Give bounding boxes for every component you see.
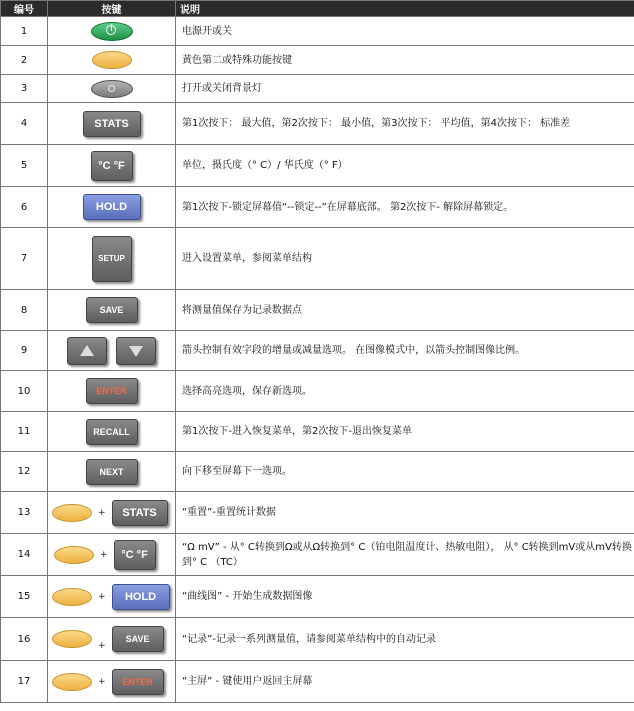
hold-key[interactable]: HOLD	[83, 194, 141, 220]
row-desc: 将测量值保存为记录数据点	[176, 290, 634, 331]
down-arrow-key[interactable]	[116, 337, 156, 365]
header-desc: 说明	[176, 1, 634, 17]
up-arrow-icon	[80, 345, 94, 356]
row-num: 3	[1, 75, 48, 103]
table-row	[1, 145, 634, 187]
row-num: 12	[1, 452, 48, 492]
stats-key[interactable]: STATS	[83, 111, 141, 137]
row-desc: 第1次按下-进入恢复菜单，第2次按下-退出恢复菜单	[176, 412, 634, 452]
celsius-fahrenheit-key[interactable]: °C °F	[114, 540, 156, 570]
row-num: 11	[1, 412, 48, 452]
table-row	[1, 492, 634, 534]
next-key[interactable]: NEXT	[86, 459, 138, 485]
header-key: 按键	[48, 1, 176, 17]
plus-sign: +	[98, 641, 106, 651]
row-num: 6	[1, 187, 48, 228]
row-num: 17	[1, 661, 48, 703]
row-desc: “记录”-记录一系列测量值，请参阅菜单结构中的自动记录	[176, 618, 634, 661]
table-row	[1, 187, 634, 228]
yellow-function-key[interactable]	[54, 546, 94, 564]
save-key[interactable]: SAVE	[86, 297, 138, 323]
table-row	[1, 534, 634, 576]
row-num: 1	[1, 17, 48, 46]
row-desc: “重置”-重置统计数据	[176, 492, 634, 534]
row-desc: “主屏” - 键使用户返回主屏幕	[176, 661, 634, 703]
recall-key[interactable]: RECALL	[86, 419, 138, 445]
up-arrow-key[interactable]	[67, 337, 107, 365]
table-row	[1, 618, 634, 661]
plus-sign: +	[100, 549, 108, 560]
down-arrow-icon	[129, 346, 143, 357]
enter-key[interactable]: ENTER	[86, 378, 138, 404]
celsius-fahrenheit-key[interactable]: °C °F	[91, 151, 133, 181]
table-row	[1, 17, 634, 46]
table-row	[1, 576, 634, 618]
header-num: 编号	[1, 1, 48, 17]
table-row	[1, 412, 634, 452]
table-row	[1, 661, 634, 703]
row-num: 7	[1, 228, 48, 290]
row-num: 8	[1, 290, 48, 331]
row-desc: 第1次按下： 最大值，第2次按下： 最小值，第3次按下： 平均值，第4次按下： 标准差	[176, 103, 634, 145]
row-num: 4	[1, 103, 48, 145]
table-row	[1, 75, 634, 103]
row-num: 2	[1, 46, 48, 75]
stats-key[interactable]: STATS	[112, 500, 168, 526]
row-num: 5	[1, 145, 48, 187]
table-row	[1, 103, 634, 145]
yellow-function-key[interactable]	[52, 504, 92, 522]
plus-sign: +	[98, 591, 106, 602]
yellow-function-key[interactable]	[92, 51, 132, 69]
row-desc: 选择高亮选项，保存新选项。	[176, 371, 634, 412]
table-row	[1, 371, 634, 412]
header-row	[1, 1, 634, 17]
row-desc: “曲线图” - 开始生成数据图像	[176, 576, 634, 618]
row-num: 13	[1, 492, 48, 534]
table-row	[1, 46, 634, 75]
power-icon-line	[111, 24, 113, 31]
row-desc: 进入设置菜单，参阅菜单结构	[176, 228, 634, 290]
row-desc: “Ω mV” - 从° C转换到Ω或从Ω转换到° C（铂电阻温度计、热敏电阻）， 从° C转换到mV或从mV转换到° C （TC）	[176, 534, 634, 576]
row-desc: 箭头控制有效字段的增量或减量选项。 在图像模式中，以箭头控制图像比例。	[176, 331, 634, 371]
power-key[interactable]	[91, 22, 133, 41]
table-row	[1, 228, 634, 290]
backlight-key[interactable]	[91, 80, 133, 98]
backlight-icon	[108, 85, 115, 92]
row-num: 9	[1, 331, 48, 371]
yellow-function-key[interactable]	[52, 673, 92, 691]
enter-key[interactable]: ENTER	[112, 669, 164, 695]
table-row	[1, 290, 634, 331]
setup-key[interactable]: SETUP	[92, 236, 132, 282]
table-row	[1, 452, 634, 492]
save-key[interactable]: SAVE	[112, 626, 164, 652]
row-desc: 向下移至屏幕下一选项。	[176, 452, 634, 492]
plus-sign: +	[98, 507, 106, 518]
row-desc: 黄色第二或特殊功能按键	[176, 46, 634, 75]
row-desc: 电源开或关	[176, 17, 634, 46]
row-desc: 第1次按下-锁定屏幕值“--锁定--”在屏幕底部。 第2次按下- 解除屏幕锁定。	[176, 187, 634, 228]
yellow-function-key[interactable]	[52, 630, 92, 648]
row-num: 15	[1, 576, 48, 618]
yellow-function-key[interactable]	[52, 588, 92, 606]
row-desc: 打开或关闭背景灯	[176, 75, 634, 103]
plus-sign: +	[98, 676, 106, 687]
row-desc: 单位，摄氏度（° C）/ 华氏度（° F）	[176, 145, 634, 187]
row-num: 16	[1, 618, 48, 661]
row-num: 14	[1, 534, 48, 576]
table-row	[1, 331, 634, 371]
row-num: 10	[1, 371, 48, 412]
hold-key[interactable]: HOLD	[112, 584, 170, 610]
